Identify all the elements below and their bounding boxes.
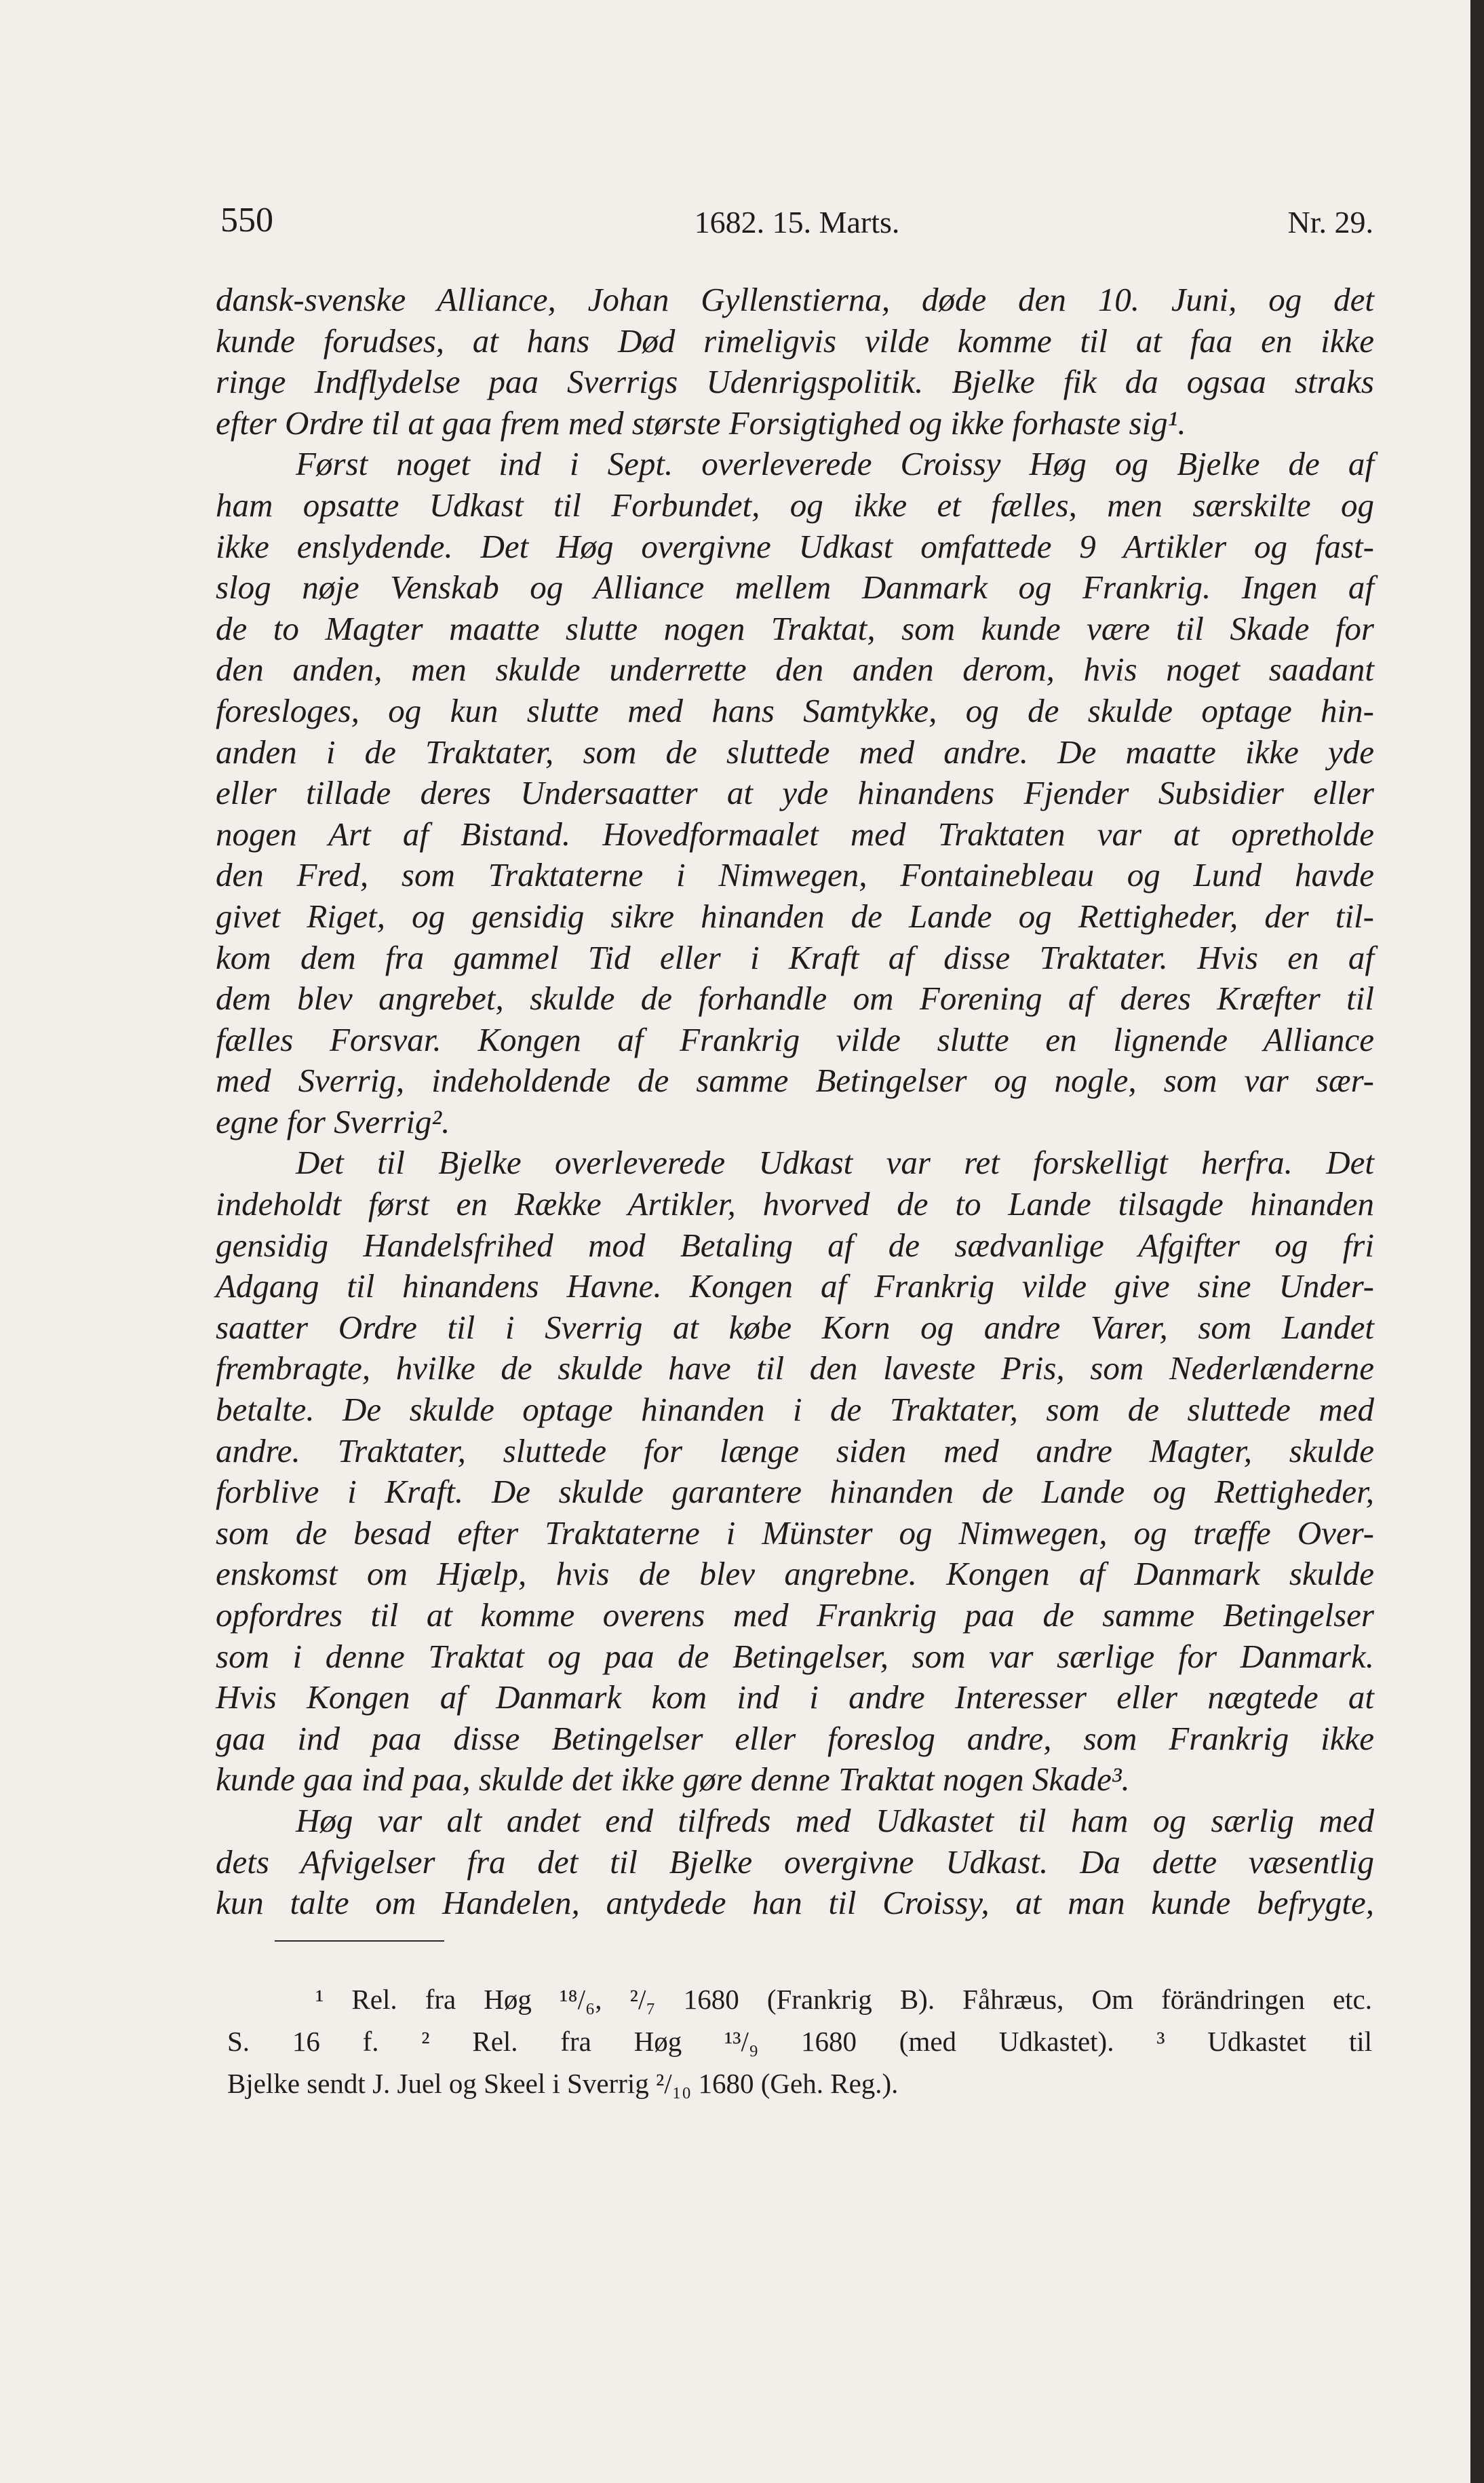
- text-line: den anden, men skulde underrette den anden derom, hvis noget saadant: [216, 651, 1374, 689]
- text-line: Høg var alt andet end tilfreds med Udkastet til ham og særlig med: [296, 1801, 1374, 1839]
- text-line: enskomst om Hjælp, hvis de blev angrebne. Kongen af Danmark skulde: [216, 1555, 1374, 1593]
- running-header: [220, 200, 1373, 248]
- text-line: dets Afvigelser fra det til Bjelke overgivne Udkast. Da dette væsentlig: [216, 1843, 1374, 1881]
- text-line: betalte. De skulde optage hinanden i de Traktater, som de sluttede med: [216, 1391, 1374, 1429]
- footnote-line: ¹ Rel. fra Høg ¹⁸/₆, ²/₇ 1680 (Frankrig B). Fåhræus, Om förändringen etc.: [315, 1984, 1372, 2015]
- text-line: gaa ind paa disse Betingelser eller foreslog andre, som Frankrig ikke: [216, 1719, 1374, 1757]
- text-line: ikke enslydende. Det Høg overgivne Udkast omfattede 9 Artikler og fast-: [216, 527, 1374, 565]
- text-line: med Sverrig, indeholdende de samme Betingelser og nogle, som var sær-: [216, 1062, 1374, 1100]
- text-line: kom dem fra gammel Tid eller i Kraft af disse Traktater. Hvis en af: [216, 938, 1374, 976]
- text-line: frembragte, hvilke de skulde have til den laveste Pris, som Nederlænderne: [216, 1349, 1374, 1387]
- header-date: 1682. 15. Marts.: [694, 205, 900, 239]
- text-line: kunde forudses, at hans Død rimeligvis vilde komme til at faa en ikke: [216, 322, 1374, 360]
- text-line: de to Magter maatte slutte nogen Traktat, som kunde være til Skade for: [216, 609, 1374, 647]
- text-line: givet Riget, og gensidig sikre hinanden de Lande og Rettigheder, der til-: [216, 897, 1374, 935]
- text-line: saatter Ordre til i Sverrig at købe Korn og andre Varer, som Landet: [216, 1308, 1374, 1346]
- text-line: Hvis Kongen af Danmark kom ind i andre Interesser eller nægtede at: [216, 1678, 1374, 1716]
- text-line: gensidig Handelsfrihed mod Betaling af de sædvanlige Afgifter og fri: [216, 1226, 1374, 1264]
- footnote-line: Bjelke sendt J. Juel og Skeel i Sverrig ²/₁₀ 1680 (Geh. Reg.).: [227, 2068, 899, 2099]
- text-line: anden i de Traktater, som de sluttede med andre. De maatte ikke yde: [216, 733, 1374, 771]
- footnote-divider: [275, 1940, 444, 1942]
- text-line: ham opsatte Udkast til Forbundet, og ikke et fælles, men særskilte og: [216, 486, 1374, 524]
- text-line: egne for Sverrig².: [216, 1102, 450, 1140]
- text-line: Det til Bjelke overleverede Udkast var ret forskelligt herfra. Det: [296, 1144, 1374, 1182]
- page-edge: [1470, 0, 1484, 2483]
- text-line: efter Ordre til at gaa frem med største Forsigtighed og ikke forhaste sig¹.: [216, 404, 1186, 442]
- text-line: dem blev angrebet, skulde de forhandle om Forening af deres Kræfter til: [216, 980, 1374, 1018]
- text-line: foresloges, og kun slutte med hans Samtykke, og de skulde optage hin-: [216, 691, 1374, 729]
- text-line: som de besad efter Traktaterne i Münster og Nimwegen, og træffe Over-: [216, 1514, 1374, 1552]
- text-line: fælles Forsvar. Kongen af Frankrig vilde slutte en lignende Alliance: [216, 1020, 1374, 1058]
- page-number: 550: [220, 201, 273, 239]
- text-line: andre. Traktater, sluttede for længe siden med andre Magter, skulde: [216, 1431, 1374, 1469]
- text-line: ringe Indflydelse paa Sverrigs Udenrigspolitik. Bjelke fik da ogsaa straks: [216, 363, 1374, 401]
- text-line: kun talte om Handelen, antydede han til Croissy, at man kunde befrygte,: [216, 1884, 1374, 1922]
- text-line: Adgang til hinandens Havne. Kongen af Frankrig vilde give sine Under-: [216, 1267, 1374, 1305]
- document-number: Nr. 29.: [1287, 205, 1373, 239]
- text-line: den Fred, som Traktaterne i Nimwegen, Fontainebleau og Lund havde: [216, 856, 1374, 894]
- text-line: nogen Art af Bistand. Hovedformaalet med Traktaten var at opretholde: [216, 815, 1374, 853]
- footnote-line: S. 16 f. ² Rel. fra Høg ¹³/₉ 1680 (med Udkastet). ³ Udkastet til: [227, 2026, 1372, 2057]
- text-line: indeholdt først en Række Artikler, hvorved de to Lande tilsagde hinanden: [216, 1185, 1374, 1223]
- text-line: som i denne Traktat og paa de Betingelser, som var særlige for Danmark.: [216, 1637, 1374, 1675]
- text-line: eller tillade deres Undersaatter at yde hinandens Fjender Subsidier eller: [216, 774, 1374, 812]
- text-line: dansk-svenske Alliance, Johan Gyllenstierna, døde den 10. Juni, og det: [216, 281, 1374, 318]
- text-line: kunde gaa ind paa, skulde det ikke gøre denne Traktat nogen Skade³.: [216, 1760, 1130, 1798]
- text-line: forblive i Kraft. De skulde garantere hinanden de Lande og Rettigheder,: [216, 1473, 1374, 1511]
- text-line: Først noget ind i Sept. overleverede Croissy Høg og Bjelke de af: [296, 445, 1374, 483]
- footnotes: [227, 1978, 1372, 2104]
- text-line: opfordres til at komme overens med Frankrig paa de samme Betingelser: [216, 1596, 1374, 1634]
- body-text: [216, 280, 1374, 1924]
- text-line: slog nøje Venskab og Alliance mellem Danmark og Frankrig. Ingen af: [216, 569, 1374, 607]
